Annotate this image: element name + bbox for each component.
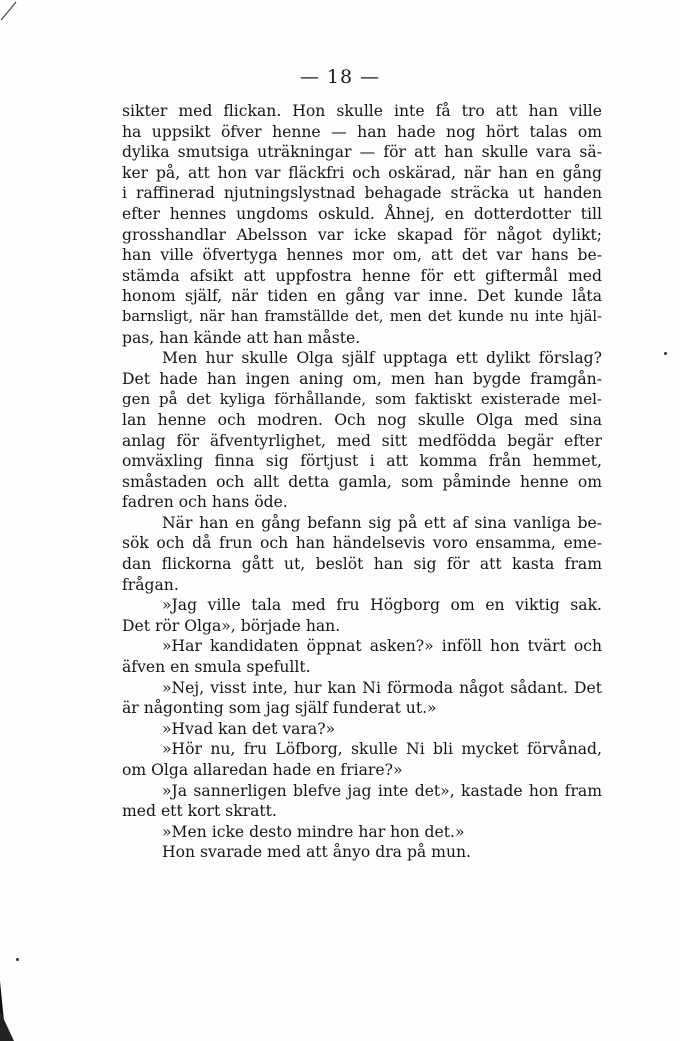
text-line: omväxling finna sig förtjust i att komma från hemmet, — [122, 452, 602, 471]
text-line: »Men icke desto mindre har hon det.» — [162, 822, 465, 841]
text-line: »Nej, visst inte, hur kan Ni förmoda något sådant. Det — [162, 678, 602, 697]
text-line: När han en gång befann sig på ett af sina vanliga be- — [162, 513, 602, 532]
page-shadow — [0, 981, 60, 1041]
text-line: fadren och hans öde. — [122, 493, 288, 512]
ink-speck — [664, 352, 667, 355]
corner-scratch — [0, 0, 40, 30]
body-text — [122, 101, 602, 863]
text-line: sök och då frun och han händelsevis voro ensamma, eme- — [122, 534, 602, 553]
text-line: med ett kort skratt. — [122, 802, 277, 821]
text-line: Det rör Olga», började han. — [122, 616, 341, 635]
text-line: gen på det kyliga förhållande, som faktiskt existerade mel- — [122, 390, 602, 409]
text-line: i raffinerad njutningslystnad behagade sträcka ut handen — [122, 184, 602, 203]
text-line: »Ja sannerligen blefve jag inte det», kastade hon fram — [162, 781, 602, 800]
text-line: frågan. — [122, 575, 179, 594]
text-line: om Olga allaredan hade en friare?» — [122, 761, 403, 779]
text-line: Men hur skulle Olga själf upptaga ett dylikt förslag? — [162, 349, 602, 368]
text-line: är någonting som jag själf funderat ut.» — [122, 699, 437, 718]
text-line: »Hör nu, fru Löfborg, skulle Ni bli mycket förvånad, — [162, 740, 602, 759]
text-line: honom själf, när tiden en gång var inne. Det kunde låta — [122, 287, 602, 306]
text-line: barnsligt, när han framställde det, men det kunde nu inte hjäl- — [122, 307, 602, 325]
text-line: pas, han kände att han måste. — [122, 328, 361, 347]
text-line: ker på, att hon var fläckfri och oskärad, när han en gång — [122, 163, 602, 182]
text-line: han ville öfvertyga hennes mor om, att det var hans be- — [122, 246, 602, 265]
text-line: Det hade han ingen aning om, men han bygde framgån- — [122, 369, 602, 388]
text-line: grosshandlar Abelsson var icke skapad för något dylikt; — [122, 225, 602, 244]
text-line: dan flickorna gått ut, beslöt han sig för att kasta fram — [122, 555, 602, 574]
page-number: — 18 — — [299, 66, 381, 88]
text-line: äfven en smula spefullt. — [122, 658, 311, 677]
text-line: anlag för äfventyrlighet, med sitt medfödda begär efter — [122, 431, 602, 450]
text-line: »Hvad kan det vara?» — [162, 719, 336, 738]
text-line: efter hennes ungdoms oskuld. Åhnej, en dotterdotter till — [122, 204, 602, 223]
text-line: Hon svarade med att ånyo dra på mun. — [162, 843, 472, 862]
text-line: småstaden och allt detta gamla, som påminde henne om — [122, 472, 602, 491]
text-line: »Har kandidaten öppnat asken?» inföll hon tvärt och — [162, 637, 602, 656]
ink-speck — [16, 958, 19, 961]
text-line: sikter med flickan. Hon skulle inte få tro att han ville — [122, 102, 602, 120]
text-line: »Jag ville tala med fru Högborg om en viktig sak. — [162, 596, 602, 615]
text-line: ha uppsikt öfver henne — han hade nog hört talas om — [122, 122, 602, 141]
text-line: stämda afsikt att uppfostra henne för ett giftermål med — [122, 266, 602, 285]
text-line: lan henne och modren. Och nog skulle Olga med sina — [122, 410, 602, 429]
text-line: dylika smutsiga uträkningar — för att han skulle vara sä- — [122, 143, 602, 162]
